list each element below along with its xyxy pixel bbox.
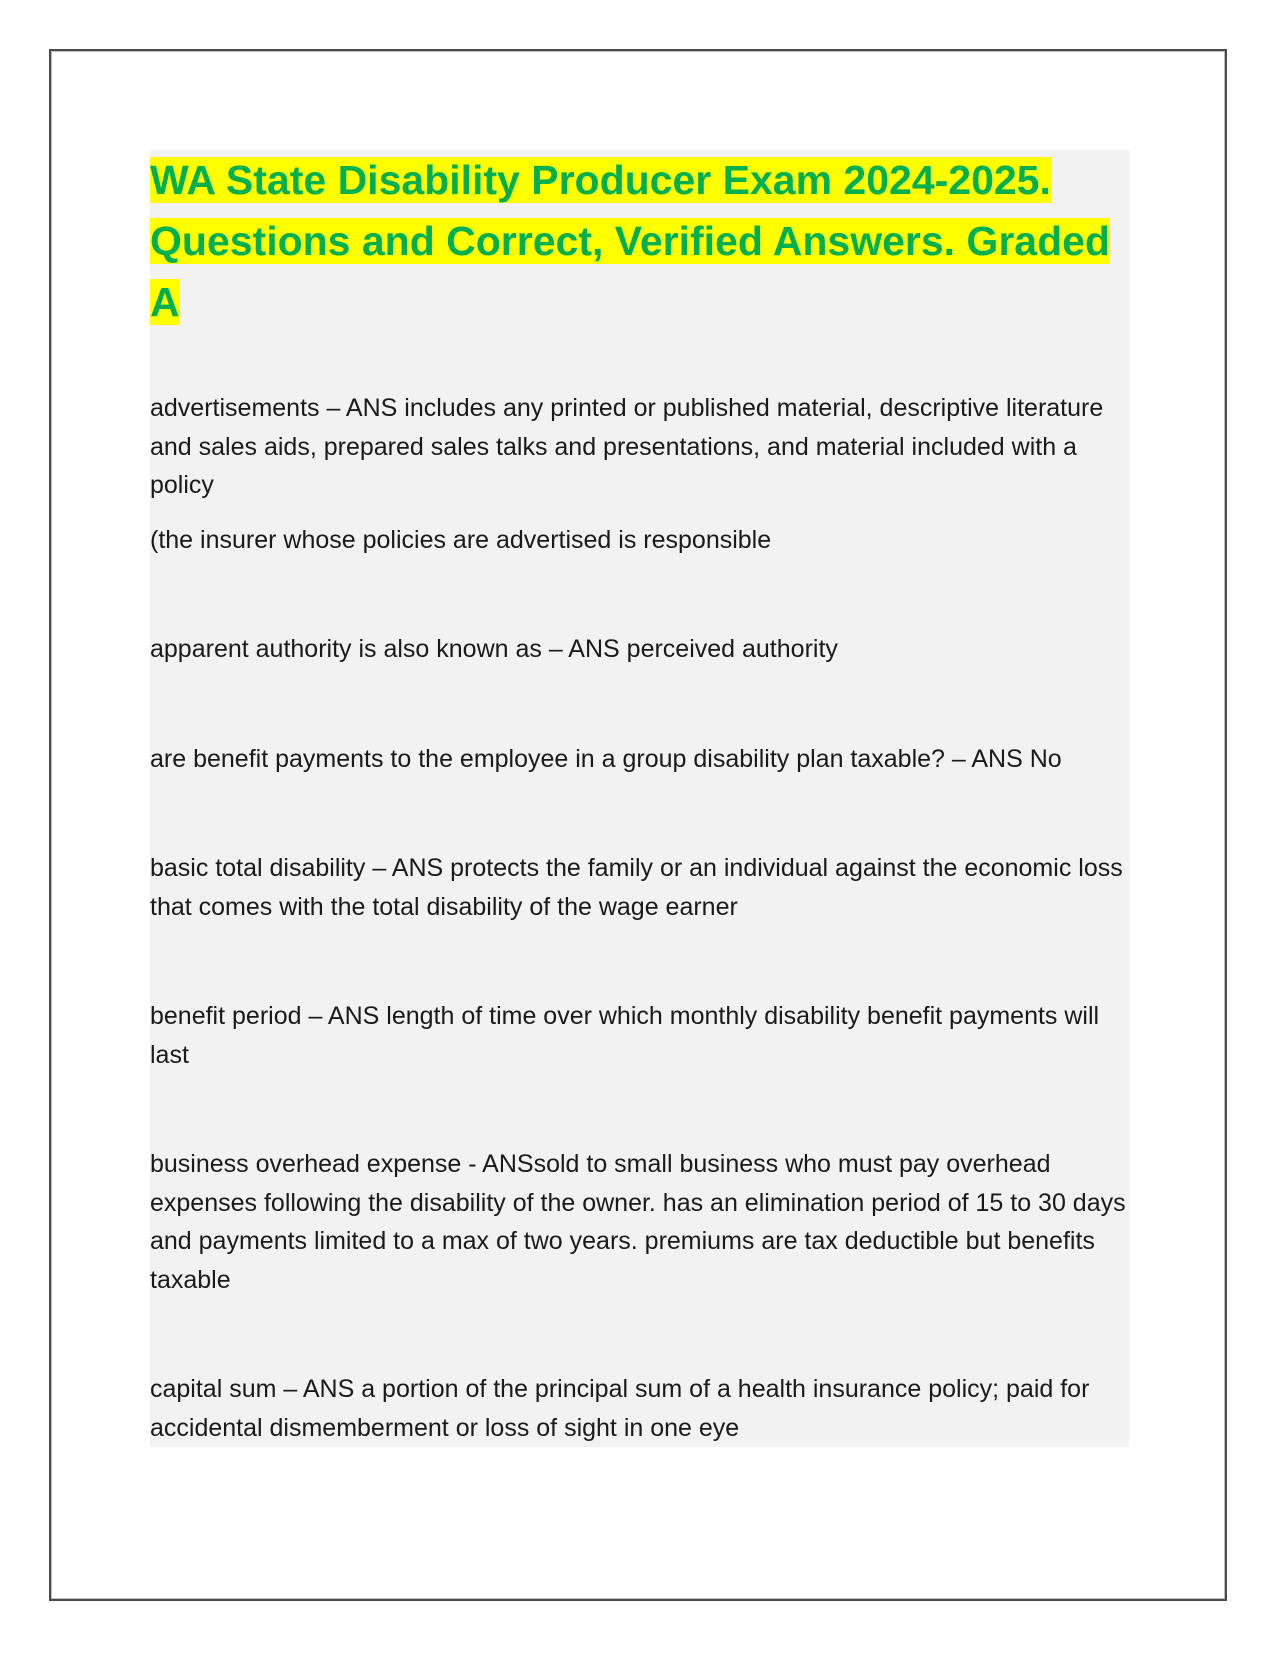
qa-entry-text: apparent authority is also known as – ANS perceived authority (150, 635, 838, 663)
qa-entry-benefit-period (150, 997, 1129, 1074)
qa-entry-capital-sum (150, 1370, 1129, 1447)
qa-list (150, 389, 1129, 1447)
qa-entry-basic-total-disability (150, 849, 1129, 926)
qa-entry-text: are benefit payments to the employee in a group disability plan taxable? – ANS No (150, 744, 1062, 773)
document-content (150, 150, 1129, 1447)
qa-entry-apparent-authority (150, 630, 1129, 669)
document-title (150, 150, 1129, 333)
qa-entry-text: basic total disability – ANS protects the family or an individual against the economic loss that comes with the total disability of the wage earner (150, 854, 1123, 921)
qa-entry-business-overhead (150, 1145, 1129, 1299)
qa-entry-benefit-taxable (150, 740, 1129, 779)
qa-entry-note: (the insurer whose policies are advertised is responsible (150, 525, 772, 554)
document-title-text: WA State Disability Producer Exam 2024-2025. Questions and Correct, Verified Answers. Graded A (150, 157, 1110, 325)
qa-entry-text: business overhead expense - ANSsold to small business who must pay overhead expenses following the disability of the owner. has an elimination period of 15 to 30 days and payments limited to a max of two years. premiums are tax deductible but benefits taxable (150, 1150, 1126, 1294)
qa-entry-text: advertisements – ANS includes any printed or published material, descriptive literature and sales aids, prepared sales talks and presentations, and material included with a policy (150, 394, 1104, 499)
qa-entry-text: benefit period – ANS length of time over which monthly disability benefit payments will last (150, 1002, 1100, 1069)
qa-entry-text: capital sum – ANS a portion of the principal sum of a health insurance policy; paid for accidental dismemberment or loss of sight in one eye (150, 1375, 1090, 1442)
qa-entry-advertisements (150, 389, 1129, 505)
